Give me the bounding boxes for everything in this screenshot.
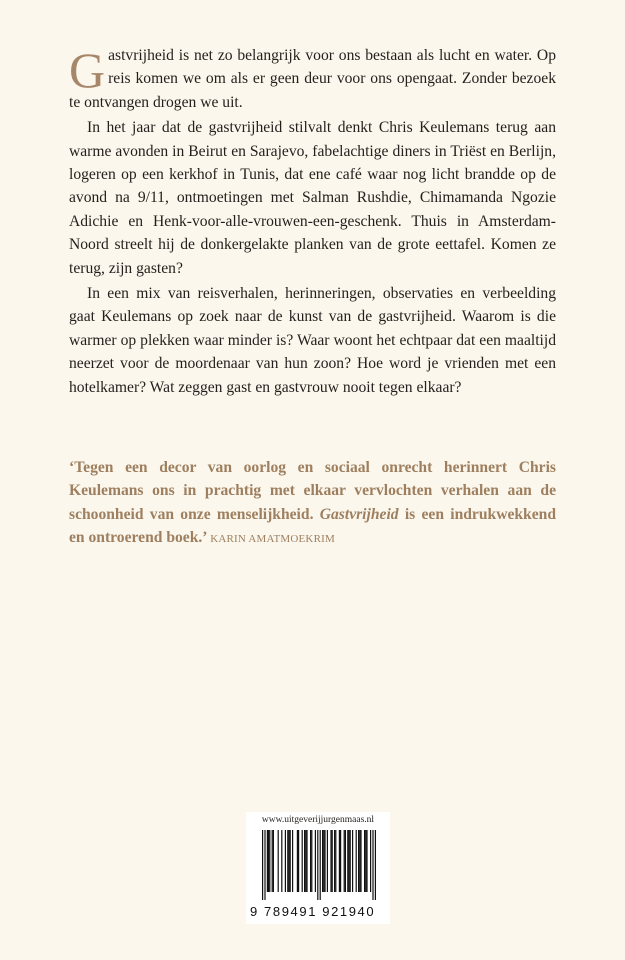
barcode-bar — [344, 830, 345, 892]
barcode-bar — [272, 830, 273, 892]
barcode-bar — [287, 830, 288, 892]
barcode-bar — [348, 830, 349, 892]
barcode-bar — [322, 830, 323, 892]
barcode-bar — [278, 830, 279, 892]
barcode-bar — [315, 830, 316, 892]
blurb-paragraph-1 — [69, 44, 556, 114]
barcode-icon — [252, 830, 384, 904]
blurb-paragraph-2: In het jaar dat de gastvrijheid stilvalt denkt Chris Keulemans terug aan warme avonden in Beirut en Sarajevo, fabelachtige diners in Triëst en Berlijn, logeren op een kerkhof in Tunis, dat ene café waar nog licht brandde op de avond na 9/11, ontmoetingen met Salman Rushdie, Chimamanda Ngozie Adichie en Henk-voor-alle-vrouwen-een-geschenk. Thuis in Amsterdam-Noord streelt hij de donkergelakte planken van de grote eettafel. Komen ze terug, zijn gasten? — [69, 119, 556, 277]
barcode-bar — [335, 830, 336, 892]
barcode-bar — [298, 830, 299, 892]
barcode-bar — [356, 830, 357, 892]
barcode-bar — [297, 830, 298, 892]
drop-cap: G — [69, 42, 106, 98]
barcode-bar — [305, 830, 306, 892]
barcode-bar — [366, 830, 367, 892]
barcode-bar — [332, 830, 333, 892]
barcode-bar — [345, 830, 346, 892]
review-quote — [69, 456, 556, 552]
blurb-paragraph-3: In een mix van reisverhalen, herinneringen, observaties en verbeelding gaat Keulemans op zoek naar de kunst van de gastvrijheid. Waarom is die warmer op plekken waar minder is? Waar woont het echtpaar dat een maaltijd neerzet voor de moordenaar van hun zoon? Hoe word je vrienden met een hotelkamer? Wat zeggen gast en gastvrouw nooit tegen elkaar? — [69, 285, 556, 396]
barcode-bar — [334, 830, 335, 892]
barcode-bar — [310, 830, 311, 892]
barcode-bar — [324, 830, 325, 892]
barcode-bar — [285, 830, 286, 892]
barcode-area — [246, 812, 390, 924]
blurb-paragraph-1-text: astvrijheid is net zo belangrijk voor ons bestaan als lucht en water. Op reis komen we om als er geen deur voor ons opengaat. Zonder bezoek te ontvangen drogen we uit. — [69, 47, 556, 111]
barcode-bar — [359, 830, 360, 892]
barcode-bar — [281, 830, 282, 892]
barcode-bar — [311, 830, 312, 892]
barcode-bar — [292, 830, 293, 892]
barcode-bar — [375, 830, 376, 900]
barcode-bar — [365, 830, 366, 892]
barcode-bar — [364, 830, 365, 892]
quote-book-title: Gastvrijheid — [319, 505, 399, 523]
barcode-bar — [288, 830, 289, 892]
barcode-bar — [264, 830, 265, 900]
quote-text-2: is een indrukwekkend en ontroerend boek.’ — [69, 505, 556, 547]
quote-attribution: KARIN AMATMOEKRIM — [210, 533, 335, 546]
isbn-number: 9 789491 921940 — [250, 904, 376, 919]
quote-text-1: ‘Tegen een decor van oorlog en sociaal onrecht herinnert Chris Keulemans ons in prachtig met elkaar vervlochten verhalen aan de schoonheid van onze menselijkheid. — [69, 459, 556, 523]
barcode-bar — [327, 830, 328, 892]
barcode-bar — [269, 830, 270, 892]
barcode-bar — [372, 830, 373, 900]
barcode-bar — [273, 830, 274, 892]
publisher-url: www.uitgeverijjurgenmaas.nl — [261, 815, 375, 825]
barcode-bar — [323, 830, 324, 892]
blurb-text — [69, 44, 556, 399]
barcode-bar — [320, 830, 321, 900]
barcode-bar — [370, 830, 371, 892]
barcode-bar — [347, 830, 348, 892]
barcode-bar — [317, 830, 318, 900]
barcode-bar — [340, 830, 341, 892]
barcode-bar — [304, 830, 305, 892]
barcode-bar — [360, 830, 361, 892]
barcode-bar — [290, 830, 291, 892]
barcode-bar — [350, 830, 351, 892]
barcode-bar — [339, 830, 340, 892]
barcode-bar — [352, 830, 353, 892]
barcode-bar — [267, 830, 268, 892]
barcode-bar — [302, 830, 303, 892]
barcode-bar — [358, 830, 359, 892]
barcode-bar — [262, 830, 263, 900]
barcode-bar — [268, 830, 269, 892]
barcode-bar — [330, 830, 331, 892]
barcode-bar — [306, 830, 307, 892]
